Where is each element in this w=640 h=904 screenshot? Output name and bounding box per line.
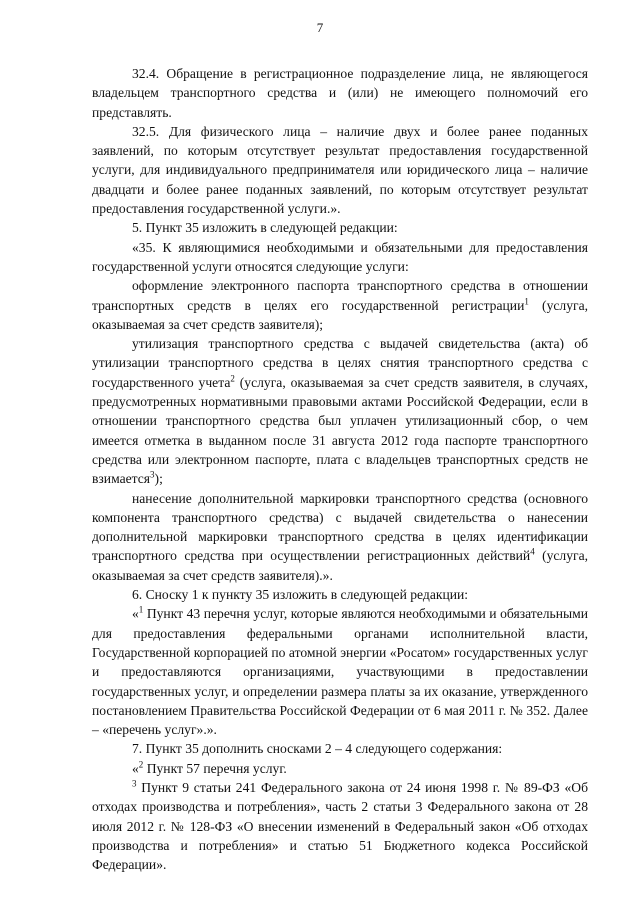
paragraph-text: (услуга, оказываемая за счет средств заявителя);	[92, 297, 589, 332]
footnote-marker: 3	[132, 778, 137, 789]
paragraph-text: утилизация транспортного средства с выдачей свидетельства (акта) об утилизации транспортного средства в целях снятия транспортного средства с государственного учета	[92, 336, 588, 390]
paragraph-text: Пункт 57 перечня услуг.	[143, 760, 287, 776]
paragraph-text: (услуга, оказываемая за счет средств заявителя, в случаях, предусмотренных нормативными правовыми актами Российской Федерации, если в отношении транспортного средства был уплачен утилизационный сбор, о чем имеется отметка в выданном после 31 августа 2012 года паспорте транспортного средства или электронном паспорте, плата с владельцев транспортных средств не взимается	[92, 374, 588, 487]
paragraph-p-util	[92, 334, 588, 488]
paragraph-text: 32.4. Обращение в регистрационное подразделение лица, не являющегося владельцем транспортного средства и (или) не имеющего полномочий его представлять.	[92, 66, 588, 120]
paragraph-text: 5. Пункт 35 изложить в следующей редакции:	[132, 220, 398, 236]
paragraph-p-mark	[92, 489, 588, 585]
paragraph-text: (услуга, оказываемая за счет средств заявителя).».	[92, 548, 589, 583]
paragraph-text: оформление электронного паспорта транспортного средства в отношении транспортных средств в целях его государственной регистрации	[92, 278, 588, 313]
footnote-marker: 1	[138, 604, 144, 615]
paragraph-text: «	[132, 760, 139, 776]
paragraph-text: Пункт 43 перечня услуг, которые являются необходимыми и обязательными для предоставления федеральными органами исполнительной власти, Государственной корпорацией по атомной энергии «Росатом» государственных услуг и предоставляются организациями, участвующими в предоставлении государственных услуг, и определении размера платы за их оказание, утвержденного постановлением Правительства Российской Федерации от 6 мая 2011 г. № 352. Далее – «перечень услуг».».	[92, 606, 588, 738]
page-number: 7	[316, 20, 324, 35]
paragraph-text: 32.5. Для физического лица – наличие двух и более ранее поданных заявлений, по которым отсутствует результат предоставления государственной услуги, для индивидуального предпринимателя или юридического лица – наличие двадцати и более ранее поданных заявлений, по которым отсутствует результат предоставления государственной услуги.».	[92, 123, 588, 217]
footnote-marker: 2	[230, 373, 235, 384]
paragraph-p-fn2	[92, 759, 588, 778]
paragraph-p32-4	[92, 64, 588, 122]
footnote-marker: 1	[524, 296, 529, 307]
paragraph-text: «	[132, 606, 139, 622]
paragraph-p-eps	[92, 276, 588, 334]
paragraph-text: нанесение дополнительной маркировки транспортного средства (основного компонента транспортного средства) с выдачей свидетельства о нанесении дополнительной маркировки транспортного средства в целях идентификации транспортного средства при осуществлении регистрационных действий	[92, 490, 588, 564]
paragraph-p5	[92, 218, 588, 237]
document-body	[92, 64, 588, 874]
footnote-marker: 2	[138, 759, 144, 770]
paragraph-text: );	[154, 471, 163, 487]
paragraph-text: 6. Сноску 1 к пункту 35 изложить в следующей редакции:	[132, 587, 469, 603]
footnote-marker: 4	[530, 546, 535, 557]
paragraph-p-fn1	[92, 604, 588, 739]
paragraph-p-fn3	[92, 778, 588, 874]
paragraph-text: 7. Пункт 35 дополнить сносками 2 – 4 следующего содержания:	[132, 741, 503, 757]
paragraph-p7	[92, 739, 588, 758]
paragraph-text: «35. К являющимися необходимыми и обязательными для предоставления государственной услуги относятся следующие услуги:	[92, 239, 588, 274]
paragraph-p35	[92, 238, 588, 277]
paragraph-p32-5	[92, 122, 588, 218]
paragraph-p6	[92, 585, 588, 604]
paragraph-text: Пункт 9 статьи 241 Федерального закона от 24 июня 1998 г. № 89-ФЗ «Об отходах производства и потребления», часть 2 статьи 3 Федерального закона от 28 июля 2012 г. № 128-ФЗ «О внесении изменений в Федеральный закон «Об отходах производства и потребления» и статью 51 Бюджетного кодекса Российской Федерации».	[92, 779, 588, 873]
footnote-marker: 3	[150, 469, 155, 480]
